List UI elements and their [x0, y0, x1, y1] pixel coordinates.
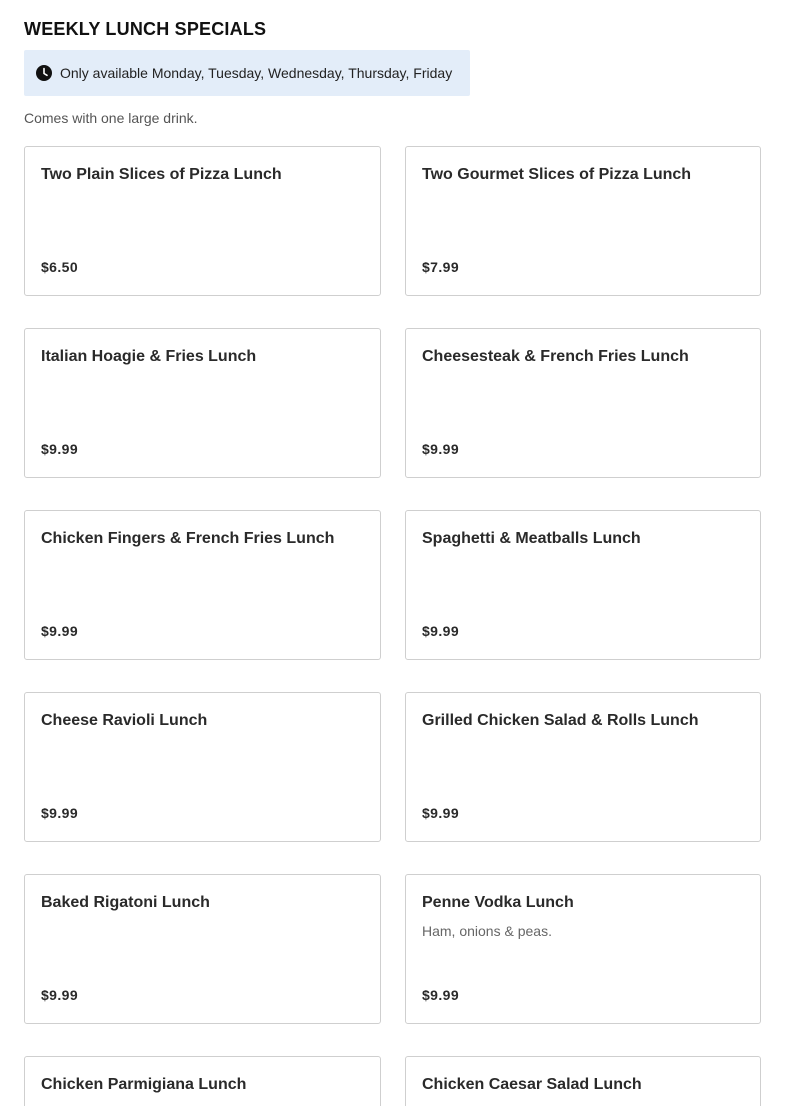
menu-item-card[interactable]	[24, 874, 381, 1024]
menu-item-price: $9.99	[41, 441, 79, 457]
menu-item-name: Spaghetti & Meatballs Lunch	[422, 530, 641, 547]
menu-item-card[interactable]	[405, 146, 761, 296]
menu-item-name: Two Gourmet Slices of Pizza Lunch	[422, 166, 692, 183]
availability-text: Only available Monday, Tuesday, Wednesday, Thursday, Friday	[60, 65, 453, 81]
section-title: WEEKLY LUNCH SPECIALS	[24, 19, 267, 39]
menu-item-price: $9.99	[422, 623, 460, 639]
menu-item-name: Two Plain Slices of Pizza Lunch	[41, 166, 282, 183]
menu-item-price: $9.99	[422, 805, 460, 821]
menu-item-name: Chicken Fingers & French Fries Lunch	[41, 530, 335, 547]
menu-item-card[interactable]	[24, 510, 381, 660]
menu-item-price: $7.99	[422, 259, 460, 275]
menu-item-price: $9.99	[41, 987, 79, 1003]
menu-item-name: Penne Vodka Lunch	[422, 894, 574, 911]
menu-item-name: Cheese Ravioli Lunch	[41, 712, 208, 729]
menu-item-card[interactable]	[24, 692, 381, 842]
menu-item-card[interactable]	[24, 328, 381, 478]
menu-item-name: Cheesesteak & French Fries Lunch	[422, 348, 689, 365]
menu-item-price: $6.50	[41, 259, 79, 275]
menu-item-name: Chicken Caesar Salad Lunch	[422, 1076, 642, 1093]
menu-item-price: $9.99	[41, 805, 79, 821]
menu-item-card[interactable]	[405, 510, 761, 660]
menu-item-card[interactable]	[405, 328, 761, 478]
menu-item-price: $9.99	[41, 623, 79, 639]
menu-item-card[interactable]	[405, 874, 761, 1024]
menu-item-name: Italian Hoagie & Fries Lunch	[41, 348, 257, 365]
menu-item-card[interactable]	[24, 1056, 381, 1106]
menu-item-name: Grilled Chicken Salad & Rolls Lunch	[422, 712, 699, 729]
clock-icon	[36, 65, 52, 81]
menu-items-grid	[24, 146, 761, 1106]
menu-item-price: $9.99	[422, 441, 460, 457]
section-note: Comes with one large drink.	[24, 110, 198, 126]
menu-item-card[interactable]	[24, 146, 381, 296]
menu-item-price: $9.99	[422, 987, 460, 1003]
menu-item-description: Ham, onions & peas.	[422, 923, 552, 939]
menu-item-name: Chicken Parmigiana Lunch	[41, 1076, 247, 1093]
menu-item-name: Baked Rigatoni Lunch	[41, 894, 210, 911]
menu-item-card[interactable]	[405, 692, 761, 842]
availability-banner	[24, 50, 470, 96]
menu-item-card[interactable]	[405, 1056, 761, 1106]
